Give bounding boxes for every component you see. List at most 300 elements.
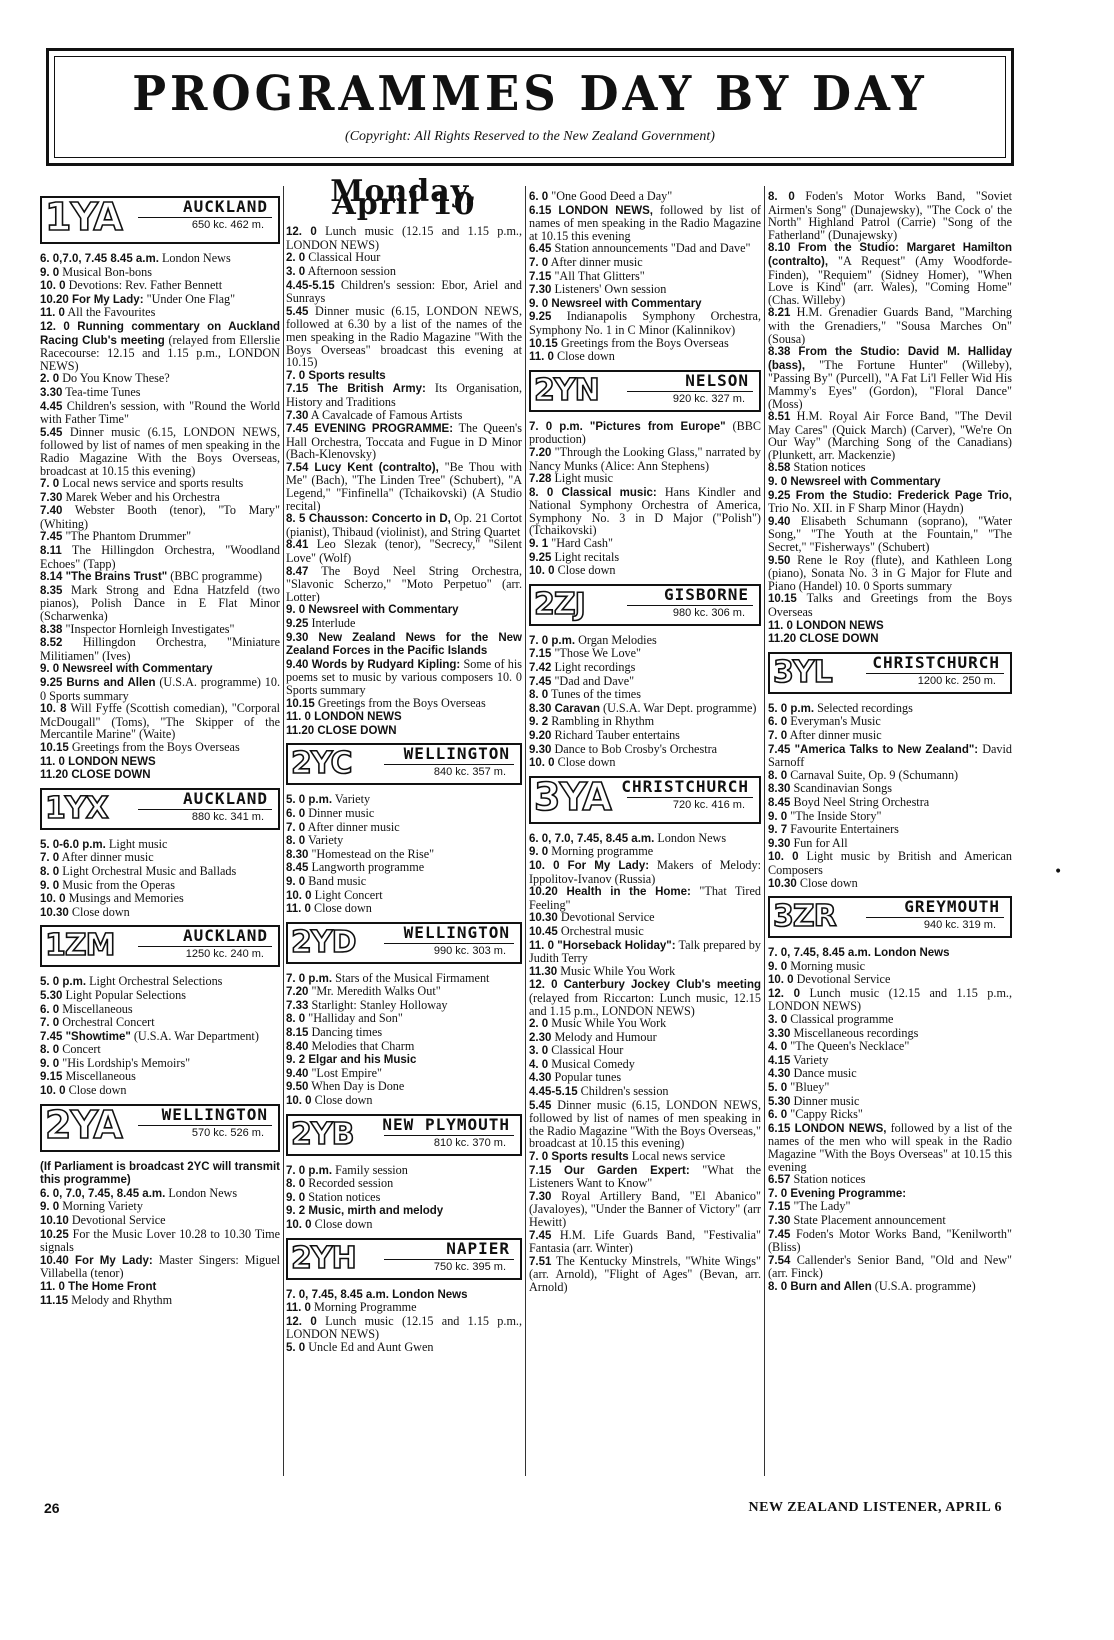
programme-description: Master Singers: Miguel Villabella (tenor): [40, 1252, 281, 1281]
programme-time: 11. 0: [40, 307, 65, 320]
programme-entry: [286, 1288, 522, 1302]
programme-description: Morning Variety: [62, 1199, 143, 1214]
programme-entry: [768, 729, 1012, 743]
programme-description: "Inspector Hornleigh Investigates": [65, 621, 235, 636]
programme-time: 6. 0, 7.0, 7.45, 8.45 a.m.: [529, 832, 655, 845]
programme-description: H.M. Life Guards Band, "Festivalia" Fantasia (arr. Winter): [529, 1227, 761, 1256]
programme-time: 5.30: [40, 989, 63, 1002]
programme-time: 10.20 Health in the Home:: [529, 886, 691, 899]
programme-time: 8.30: [768, 783, 791, 796]
programme-time: 11. 0 The Home Front: [40, 1281, 157, 1293]
programme-entry: [768, 190, 1012, 241]
programme-time: 7.15: [768, 1201, 791, 1214]
programme-entry: [768, 715, 1012, 729]
programme-description: Listeners' Own session: [554, 282, 667, 297]
station-header-2yd: [286, 922, 522, 964]
programme-time: 5. 0: [286, 1341, 306, 1354]
station-logo: 2YC: [291, 746, 352, 782]
programme-time: 10. 0: [768, 851, 799, 864]
programme-time: 9. 7: [768, 824, 788, 837]
programme-entry: [768, 1122, 1012, 1173]
programme-description: Lunch music (12.15 and 1.15 p.m., LONDON NEWS): [286, 224, 523, 252]
header-rule: [384, 1259, 514, 1260]
programme-time: 11.15: [40, 1294, 69, 1307]
programme-entry: [768, 1214, 1012, 1228]
programme-time: 7.30: [529, 1190, 552, 1203]
programme-description: Light Popular Selections: [65, 987, 186, 1002]
station-frequency: 980 kc. 306 m.: [672, 606, 745, 619]
programme-description: Lunch music (12.15 and 1.15 p.m., LONDON NEWS): [286, 1313, 523, 1342]
programme-entry: [286, 603, 522, 617]
programme-time: 10. 0: [529, 757, 555, 770]
programme-description: Leo Slezak (tenor), "Secrecy," "Silent Love" (Wolf): [286, 537, 523, 566]
programme-time: 5. 0 p.m.: [40, 976, 87, 989]
station-city: NELSON: [685, 370, 749, 390]
programme-time: 10. 0 For My Lady:: [529, 859, 650, 872]
station-logo: 2YA: [45, 1102, 122, 1147]
programme-entry: [286, 305, 522, 369]
station-frequency: 840 kc. 357 m.: [433, 766, 506, 779]
programme-description: Music While You Work: [551, 1016, 667, 1031]
copyright-notice: (Copyright: All Rights Reserved to the New Zealand Government): [345, 129, 715, 144]
programme-entry: [286, 1315, 522, 1341]
programme-time: 9.40: [286, 1067, 309, 1080]
programme-time: 10.30: [768, 877, 797, 890]
schedule-list: [286, 1288, 522, 1355]
programme-time: 7. 0 Evening Programme:: [768, 1187, 907, 1200]
programme-time: 9.50: [286, 1081, 309, 1094]
station-city: AUCKLAND: [182, 197, 268, 216]
programme-description: Organ Melodies: [578, 632, 657, 647]
programme-description: Music from the Operas: [62, 877, 175, 892]
programme-description: (relayed from Ellerslie Racecourse: 12.15 and 1.15 p.m., LONDON NEWS): [40, 332, 280, 373]
programme-time: 6. 0: [286, 807, 306, 820]
programme-description: Variety: [793, 1052, 829, 1067]
programme-entry: [529, 537, 761, 551]
programme-entry: [286, 710, 522, 724]
programme-entry: [768, 1067, 1012, 1081]
programme-entry: [40, 1228, 280, 1254]
programme-description: "Halliday and Son": [308, 1011, 403, 1026]
programme-time: 9. 0: [529, 846, 549, 859]
programme-entry: [40, 702, 280, 741]
programme-entry: [768, 461, 1012, 475]
programme-time: 10.15: [40, 741, 69, 754]
programme-entry: [529, 472, 761, 486]
station-frequency: 920 kc. 327 m.: [672, 392, 745, 405]
programme-time: 2.30: [529, 1031, 552, 1044]
programme-time: 5.45: [529, 1099, 552, 1112]
programme-time: 10.15: [529, 337, 558, 350]
programme-description: "Mr. Meredith Walks Out": [311, 984, 441, 999]
header-rule: [138, 1125, 272, 1126]
header-rule: [627, 391, 753, 392]
programme-entry: [529, 911, 761, 925]
programme-description: Richard Tauber entertains: [554, 728, 680, 742]
programme-time: 10. 0: [40, 893, 66, 906]
programme-description: The Queen's Hall Orchestra, Toccata and Fugue in D Minor (Bach-Klenovsky): [286, 421, 522, 462]
schedule-list: [40, 1160, 280, 1308]
column-1: [40, 190, 280, 1307]
programme-entry: [286, 1191, 522, 1205]
programme-entry: [529, 845, 761, 859]
programme-time: 9. 0: [768, 810, 788, 823]
schedule-list: [40, 252, 280, 782]
programme-description: "Dad and Dave": [554, 673, 635, 688]
programme-entry: [286, 1067, 522, 1081]
programme-time: 4.30: [529, 1072, 552, 1085]
programme-description: Orchestral music: [560, 923, 644, 938]
programme-entry: [529, 242, 761, 256]
programme-entry: [529, 310, 761, 336]
programme-description: "The Queen's Necklace": [790, 1039, 910, 1054]
programme-entry: [40, 755, 280, 769]
programme-entry: [286, 265, 522, 279]
programme-time: 12. 0: [286, 226, 317, 239]
programme-description: Carnaval Suite, Op. 9 (Schumann): [790, 767, 959, 782]
programme-time: 10. 0: [40, 280, 66, 293]
schedule-list: [768, 190, 1012, 646]
programme-entry: [286, 985, 522, 999]
programme-time: 9.30 New Zealand News for the New Zealand Forces in the Pacific Islands: [286, 631, 522, 658]
programme-description: Morning Programme: [314, 1300, 417, 1315]
programme-entry: [286, 807, 522, 821]
programme-entry: [40, 386, 280, 400]
column-3: [529, 190, 761, 1294]
programme-entry: [40, 768, 280, 782]
station-frequency: 810 kc. 370 m.: [433, 1136, 506, 1149]
column-divider: [525, 186, 526, 1476]
programme-description: Foden's Motor Works Band, "Soviet Airmen's Song" (Dunajewsky), "The Cock o' the North" Highland Patrol (Carrie) "Song of the Fatherland" (Dunajewsky): [768, 189, 1012, 242]
programme-description: Children's session: [580, 1084, 669, 1099]
programme-entry: [529, 715, 761, 729]
programme-entry: [286, 512, 522, 538]
programme-description: After dinner music: [61, 850, 154, 865]
programme-time: 8. 0: [286, 1178, 306, 1191]
schedule-list: [529, 634, 761, 770]
schedule-list: [286, 793, 522, 915]
programme-description: "Bluey": [790, 1080, 830, 1095]
programme-entry: [40, 851, 280, 865]
programme-entry: [286, 538, 522, 564]
programme-entry: [768, 810, 1012, 824]
programme-time: 6.45: [529, 243, 552, 256]
programme-entry: [768, 1200, 1012, 1214]
station-frequency: 940 kc. 319 m.: [923, 919, 996, 932]
programme-entry: [286, 422, 522, 461]
programme-description: Favourite Entertainers: [790, 822, 899, 837]
programme-time: 4.15: [768, 1054, 791, 1067]
programme-time: 7.33: [286, 999, 309, 1012]
programme-time: 8. 0: [286, 835, 306, 848]
programme-entry: [529, 859, 761, 885]
station-city: AUCKLAND: [182, 926, 268, 946]
station-header-2yn: [529, 370, 761, 412]
programme-description: Scandinavian Songs: [793, 781, 892, 796]
programme-description: Musings and Memories: [68, 891, 184, 906]
programme-entry: [286, 658, 522, 697]
programme-description: Callender's Senior Band, "Old and New" (arr. Finck): [768, 1252, 1012, 1281]
programme-description: "All That Glitters": [554, 268, 645, 283]
station-header-2yc: [286, 743, 522, 785]
programme-entry: [40, 1057, 280, 1071]
programme-time: 12. 0: [768, 987, 800, 1000]
programme-time: 9.25: [529, 551, 552, 564]
programme-entry: [40, 1200, 280, 1214]
column-divider: [283, 186, 284, 1476]
programme-entry: [529, 688, 761, 702]
programme-time: 7.40: [40, 505, 63, 518]
programme-entry: [286, 461, 522, 512]
programme-entry: [286, 1301, 522, 1315]
programme-entry: [40, 1043, 280, 1057]
programme-time: 11.20 CLOSE DOWN: [768, 633, 879, 646]
programme-description: Musical Comedy: [551, 1056, 635, 1071]
station-logo: 2YD: [291, 924, 356, 960]
programme-time: 10.10: [40, 1215, 69, 1228]
programme-entry: [768, 1228, 1012, 1254]
programme-entry: [768, 973, 1012, 987]
programme-description: (U.S.A. programme) 10. 0 Sports summary: [40, 675, 280, 703]
programme-description: For the Music Lover 10.28 to 10.30 Time signals: [40, 1226, 280, 1255]
programme-entry: [529, 350, 761, 364]
programme-time: 6.57: [768, 1174, 791, 1187]
programme-entry: [768, 475, 1012, 489]
programme-entry: [768, 1040, 1012, 1054]
programme-entry: [286, 1026, 522, 1040]
programme-time: 10. 0: [529, 565, 555, 578]
programme-description: David Sarnoff: [768, 741, 1012, 770]
programme-time: 8.40: [286, 1040, 309, 1053]
programme-time: 9.30: [768, 837, 791, 850]
programme-time: 9.25 Burns and Allen: [40, 677, 156, 689]
station-city: GISBORNE: [663, 584, 749, 604]
programme-description: "Lost Empire": [311, 1065, 382, 1080]
programme-entry: [40, 1160, 280, 1187]
programme-description: Makers of Melody: Ippolitov-Ivanov (Russia): [529, 857, 762, 886]
station-city: CHRISTCHURCH: [621, 776, 749, 796]
programme-entry: [768, 1081, 1012, 1095]
programme-time: 10.15: [768, 593, 797, 606]
programme-description: "Be Thou with Me" (Bach), "The Linden Tree" (Schubert), "A Legend," "Finfinella" (Tchaikovski) (A Studio recital): [286, 459, 523, 513]
margin-bullet: •: [1054, 864, 1063, 880]
station-logo: 3YL: [773, 654, 832, 690]
programme-entry: [529, 1164, 761, 1190]
programme-time: 7. 0 Sports results: [529, 1151, 629, 1164]
programme-description: "Those We Love": [554, 646, 642, 661]
programme-entry: [768, 515, 1012, 554]
programme-description: H.M. Royal Air Force Band, "The Devil May Cares" (Quick March) (Carver), "We're On Our Way" (Marching Song of the Canadians) (Plunkett, arr. Mackenzie): [768, 409, 1012, 462]
programme-description: Children's session: Ebor, Ariel and Sunrays: [286, 277, 523, 306]
programme-description: Close down: [68, 1083, 127, 1098]
programme-entry: [529, 1229, 761, 1255]
programme-time: 5. 0 p.m.: [768, 702, 815, 715]
programme-entry: [40, 879, 280, 893]
programme-time: 7.15 Our Garden Expert:: [529, 1164, 690, 1177]
programme-entry: [40, 491, 280, 505]
programme-entry: [768, 410, 1012, 461]
programme-entry: [40, 623, 280, 637]
schedule-list: [40, 838, 280, 920]
programme-entry: [286, 1341, 522, 1355]
header-rule: [627, 797, 753, 798]
schedule-list: [768, 702, 1012, 890]
programme-time: 9.25: [529, 311, 552, 324]
programme-time: 6.15 LONDON NEWS,: [529, 204, 653, 217]
programme-time: 8. 0 Classical music:: [529, 486, 657, 499]
programme-description: Dinner music: [793, 1093, 860, 1108]
programme-time: 3.30: [768, 1027, 791, 1040]
title-banner: [46, 48, 1014, 166]
header-rule: [138, 809, 272, 810]
programme-time: 8.41: [286, 539, 309, 552]
programme-time: 7.30: [286, 409, 309, 422]
programme-time: 9. 0 Newsreel with Commentary: [286, 604, 459, 617]
programme-entry: [529, 446, 761, 472]
programme-time: 9. 0 Newsreel with Commentary: [768, 476, 941, 489]
programme-time: 9.40: [768, 515, 791, 528]
programme-time: 5.45: [286, 305, 309, 318]
station-logo: 2YH: [291, 1240, 356, 1276]
programme-description: The Boyd Neel String Orchestra, "Slavonic Scherzo," "Moto Perpetuo" (arr. Lotter): [286, 563, 523, 604]
programme-entry: [286, 1040, 522, 1054]
programme-time: 7.45: [768, 1228, 791, 1241]
programme-time: 11. 0 LONDON NEWS: [286, 711, 402, 724]
programme-time: 9.40 Words by Rudyard Kipling:: [286, 658, 461, 671]
station-header-3zr: [768, 896, 1012, 938]
programme-entry: [286, 225, 522, 251]
programme-description: Tea-time Tunes: [65, 384, 141, 399]
programme-time: 10. 0: [286, 889, 312, 902]
programme-description: Orchestral Concert: [62, 1015, 155, 1030]
programme-entry: [529, 661, 761, 675]
programme-entry: [40, 306, 280, 320]
programme-entry: [40, 1214, 280, 1228]
programme-entry: [40, 1016, 280, 1030]
programme-description: followed by list of names of men speaking in the Radio Magazine at 10.15 this evening: [529, 202, 761, 243]
programme-time: 7. 0, 7.45, 8.45 a.m. London News: [286, 1288, 468, 1301]
programme-description: "His Lordship's Memoirs": [62, 1055, 191, 1070]
programme-description: "Under One Flag": [146, 291, 236, 306]
programme-entry: [40, 1084, 280, 1098]
programme-entry: [40, 1030, 280, 1044]
programme-description: Everyman's Music: [790, 714, 881, 729]
programme-time: 3. 0: [768, 1014, 788, 1027]
programme-time: 6.15 LONDON NEWS,: [768, 1122, 887, 1135]
programme-description: Melodies that Charm: [311, 1038, 415, 1053]
programme-description: Rene le Roy (flute), and Kathleen Long (piano), Sonata No. 3 in G Major for Flute and Piano (Handel) 10. 0 Sports summary: [768, 552, 1013, 593]
programme-time: 8.35: [40, 584, 63, 597]
programme-entry: [286, 1053, 522, 1067]
programme-description: Dinner music: [308, 805, 375, 820]
programme-description: (U.S.A. programme): [874, 1278, 976, 1293]
programme-entry: [529, 743, 761, 757]
programme-entry: [286, 821, 522, 835]
programme-time: 9. 2 Music, mirth and melody: [286, 1205, 444, 1218]
programme-description: Children's session, with "Round the World with Father Time": [40, 398, 280, 427]
programme-description: Close down: [799, 875, 858, 890]
programme-description: followed by a list of the names of the men who will speak in the Radio Magazine "With the Boys Overseas" at 10.15 this evening: [768, 1120, 1012, 1174]
programme-time: 8.11: [40, 545, 62, 558]
programme-description: Mark Strong and Edna Hatzfeld (two pianos), Polish Dance in E Flat Minor (Scharwenka): [40, 582, 281, 624]
programme-entry: [529, 337, 761, 351]
programme-entry: [286, 1164, 522, 1178]
programme-time: 7.20: [529, 446, 552, 459]
programme-time: 11. 0: [286, 1302, 311, 1315]
programme-description: Its Organisation, History and Traditions: [286, 381, 522, 409]
programme-description: Afternoon session: [307, 263, 396, 278]
programme-description: Band music: [308, 873, 367, 888]
programme-time: 7. 0: [286, 821, 306, 834]
programme-entry: [286, 251, 522, 265]
programme-time: 7. 0 p.m.: [286, 972, 333, 985]
page-title: PROGRAMMES DAY BY DAY: [132, 65, 928, 122]
station-city: CHRISTCHURCH: [872, 652, 1000, 672]
programme-description: Will Fyffe (Scottish comedian), "Corporal McDougall" (Toms), "The Skipper of the Mercantile Marine" (Waite): [40, 701, 281, 742]
programme-description: "Cappy Ricks": [790, 1107, 863, 1122]
programme-entry: [40, 530, 280, 544]
programme-entry: [286, 697, 522, 711]
programme-time: 7.28: [529, 473, 552, 486]
programme-time: 8.38: [40, 623, 63, 636]
programme-time: 9. 0 Newsreel with Commentary: [529, 297, 702, 310]
programme-time: 4. 0: [529, 1058, 549, 1071]
programme-description: (BBC production): [529, 418, 761, 447]
programme-time: 9.20: [529, 730, 552, 742]
programme-time: 9. 0: [286, 875, 306, 888]
column-4: [768, 190, 1012, 1294]
programme-description: Variety: [334, 792, 371, 807]
programme-time: 9. 2: [529, 716, 549, 729]
programme-description: Concert: [62, 1042, 101, 1057]
programme-description: "What the Listeners Want to Know": [529, 1162, 761, 1191]
programme-description: Light music by British and American Composers: [768, 849, 1013, 877]
programme-description: Recorded session: [308, 1176, 394, 1191]
programme-entry: [286, 1204, 522, 1218]
programme-time: 7. 0 p.m.: [529, 634, 576, 647]
programme-entry: [768, 1254, 1012, 1280]
programme-description: London News: [168, 1185, 238, 1200]
programme-description: The Kentucky Minstrels, "White Wings" (arr. Arnold), "Flight of Ages" (Bevan, arr. Arnold): [529, 1253, 761, 1294]
programme-time: 3. 0: [286, 265, 306, 278]
programme-description: Close down: [314, 901, 372, 916]
programme-description: Devotional Service: [796, 972, 891, 987]
programme-time: 11. 0: [286, 903, 311, 916]
programme-entry: [40, 266, 280, 280]
programme-description: Light Concert: [314, 887, 383, 902]
programme-entry: [529, 1099, 761, 1150]
programme-description: (U.S.A. War Department): [133, 1028, 259, 1043]
programme-description: Light Orchestral Selections: [89, 974, 223, 989]
programme-description: "The Fortune Hunter" (Willeby), "Passing By" (Purcell), "A Fat Li'l Feller Wid His Mammy's Eyes" (Gordon), "Floral Dance" (Moss): [768, 357, 1013, 411]
station-city: WELLINGTON: [161, 1104, 268, 1124]
programme-entry: [529, 1150, 761, 1164]
programme-entry: [768, 743, 1012, 769]
programme-entry: [768, 489, 1012, 515]
programme-time: 10. 0: [768, 974, 794, 987]
programme-time: 10. 0: [286, 1095, 312, 1108]
programme-entry: [529, 551, 761, 565]
programme-entry: [40, 252, 280, 266]
programme-time: 7.45: [529, 675, 552, 688]
programme-time: 10.45: [529, 925, 558, 938]
programme-time: 2. 0: [286, 252, 306, 265]
programme-description: The Hillingdon Orchestra, "Woodland Echoes" (Tapp): [40, 543, 281, 571]
programme-time: 8. 0: [40, 865, 60, 878]
station-header-1ya: [40, 196, 280, 244]
programme-description: Close down: [557, 755, 616, 770]
programme-entry: [768, 823, 1012, 837]
